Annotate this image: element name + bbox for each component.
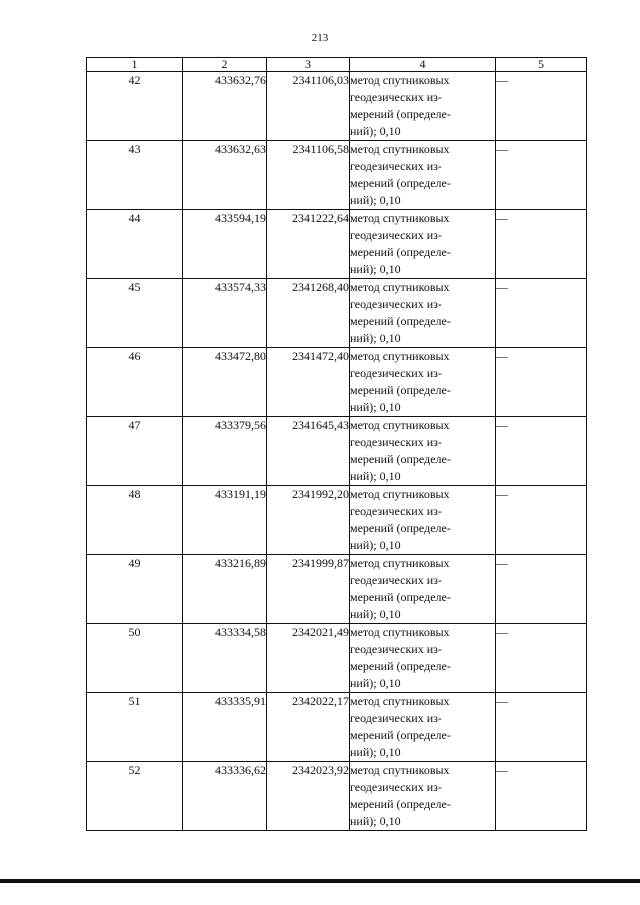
y-coordinate-cell: 2342022,17	[267, 693, 350, 762]
method-line: мерений (определе-	[350, 590, 451, 604]
note-cell: —	[496, 486, 587, 555]
method-cell	[350, 762, 496, 831]
point-number-cell: 48	[87, 486, 183, 555]
point-number-cell: 43	[87, 141, 183, 210]
note-cell: —	[496, 72, 587, 141]
method-line: ний); 0,10	[350, 538, 401, 552]
point-number-cell: 42	[87, 72, 183, 141]
x-coordinate-cell: 433472,80	[183, 348, 267, 417]
method-cell	[350, 693, 496, 762]
method-line: ний); 0,10	[350, 262, 401, 276]
method-line: мерений (определе-	[350, 314, 451, 328]
method-line: геодезических из-	[350, 297, 442, 311]
y-coordinate-cell: 2342021,49	[267, 624, 350, 693]
method-cell	[350, 624, 496, 693]
table-row	[87, 210, 587, 279]
method-line: метод спутниковых	[350, 763, 450, 777]
y-coordinate-cell: 2341999,87	[267, 555, 350, 624]
method-line: геодезических из-	[350, 642, 442, 656]
method-cell	[350, 348, 496, 417]
method-line: мерений (определе-	[350, 107, 451, 121]
method-line: мерений (определе-	[350, 521, 451, 535]
method-line: геодезических из-	[350, 366, 442, 380]
method-cell	[350, 279, 496, 348]
method-line: ний); 0,10	[350, 469, 401, 483]
method-line: геодезических из-	[350, 90, 442, 104]
method-line: мерений (определе-	[350, 797, 451, 811]
method-line: метод спутниковых	[350, 418, 450, 432]
method-line: ний); 0,10	[350, 331, 401, 345]
method-line: метод спутниковых	[350, 211, 450, 225]
table-row	[87, 72, 587, 141]
method-cell	[350, 72, 496, 141]
point-number-cell: 45	[87, 279, 183, 348]
y-coordinate-cell: 2341106,58	[267, 141, 350, 210]
method-line: геодезических из-	[350, 780, 442, 794]
method-cell	[350, 417, 496, 486]
method-line: мерений (определе-	[350, 383, 451, 397]
table-row	[87, 555, 587, 624]
method-cell	[350, 555, 496, 624]
x-coordinate-cell: 433334,58	[183, 624, 267, 693]
method-line: геодезических из-	[350, 159, 442, 173]
method-line: ний); 0,10	[350, 676, 401, 690]
method-line: геодезических из-	[350, 228, 442, 242]
note-cell: —	[496, 210, 587, 279]
column-header-4: 4	[350, 58, 496, 72]
method-line: геодезических из-	[350, 711, 442, 725]
method-line: мерений (определе-	[350, 659, 451, 673]
table-header-row	[87, 58, 587, 72]
note-cell: —	[496, 693, 587, 762]
method-line: мерений (определе-	[350, 245, 451, 259]
method-line: мерений (определе-	[350, 452, 451, 466]
table-row	[87, 348, 587, 417]
x-coordinate-cell: 433379,56	[183, 417, 267, 486]
y-coordinate-cell: 2341645,43	[267, 417, 350, 486]
point-number-cell: 46	[87, 348, 183, 417]
method-line: метод спутниковых	[350, 142, 450, 156]
method-line: мерений (определе-	[350, 176, 451, 190]
note-cell: —	[496, 141, 587, 210]
method-line: метод спутниковых	[350, 694, 450, 708]
y-coordinate-cell: 2341472,40	[267, 348, 350, 417]
x-coordinate-cell: 433335,91	[183, 693, 267, 762]
table-row	[87, 624, 587, 693]
method-cell	[350, 141, 496, 210]
method-line: ний); 0,10	[350, 193, 401, 207]
method-cell	[350, 210, 496, 279]
method-line: метод спутниковых	[350, 625, 450, 639]
method-line: геодезических из-	[350, 435, 442, 449]
method-line: мерений (определе-	[350, 728, 451, 742]
x-coordinate-cell: 433632,63	[183, 141, 267, 210]
table-row	[87, 762, 587, 831]
note-cell: —	[496, 762, 587, 831]
method-line: метод спутниковых	[350, 487, 450, 501]
method-line: метод спутниковых	[350, 349, 450, 363]
method-line: метод спутниковых	[350, 73, 450, 87]
x-coordinate-cell: 433632,76	[183, 72, 267, 141]
point-number-cell: 49	[87, 555, 183, 624]
y-coordinate-cell: 2341268,40	[267, 279, 350, 348]
method-line: ний); 0,10	[350, 607, 401, 621]
method-line: геодезических из-	[350, 504, 442, 518]
y-coordinate-cell: 2341106,03	[267, 72, 350, 141]
point-number-cell: 50	[87, 624, 183, 693]
coordinates-table	[86, 57, 587, 831]
x-coordinate-cell: 433574,33	[183, 279, 267, 348]
column-header-5: 5	[496, 58, 587, 72]
point-number-cell: 44	[87, 210, 183, 279]
y-coordinate-cell: 2342023,92	[267, 762, 350, 831]
table-row	[87, 486, 587, 555]
table-row	[87, 141, 587, 210]
column-header-2: 2	[183, 58, 267, 72]
point-number-cell: 52	[87, 762, 183, 831]
note-cell: —	[496, 348, 587, 417]
x-coordinate-cell: 433594,19	[183, 210, 267, 279]
y-coordinate-cell: 2341992,20	[267, 486, 350, 555]
point-number-cell: 47	[87, 417, 183, 486]
page-number: 213	[311, 32, 329, 44]
method-cell	[350, 486, 496, 555]
note-cell: —	[496, 417, 587, 486]
method-line: ний); 0,10	[350, 814, 401, 828]
table-row	[87, 693, 587, 762]
table-row	[87, 279, 587, 348]
column-header-1: 1	[87, 58, 183, 72]
point-number-cell: 51	[87, 693, 183, 762]
note-cell: —	[496, 279, 587, 348]
x-coordinate-cell: 433191,19	[183, 486, 267, 555]
x-coordinate-cell: 433216,89	[183, 555, 267, 624]
table-row	[87, 417, 587, 486]
method-line: метод спутниковых	[350, 280, 450, 294]
note-cell: —	[496, 624, 587, 693]
bottom-rule	[0, 879, 640, 883]
method-line: геодезических из-	[350, 573, 442, 587]
note-cell: —	[496, 555, 587, 624]
method-line: ний); 0,10	[350, 745, 401, 759]
method-line: ний); 0,10	[350, 400, 401, 414]
x-coordinate-cell: 433336,62	[183, 762, 267, 831]
y-coordinate-cell: 2341222,64	[267, 210, 350, 279]
column-header-3: 3	[267, 58, 350, 72]
method-line: метод спутниковых	[350, 556, 450, 570]
method-line: ний); 0,10	[350, 124, 401, 138]
